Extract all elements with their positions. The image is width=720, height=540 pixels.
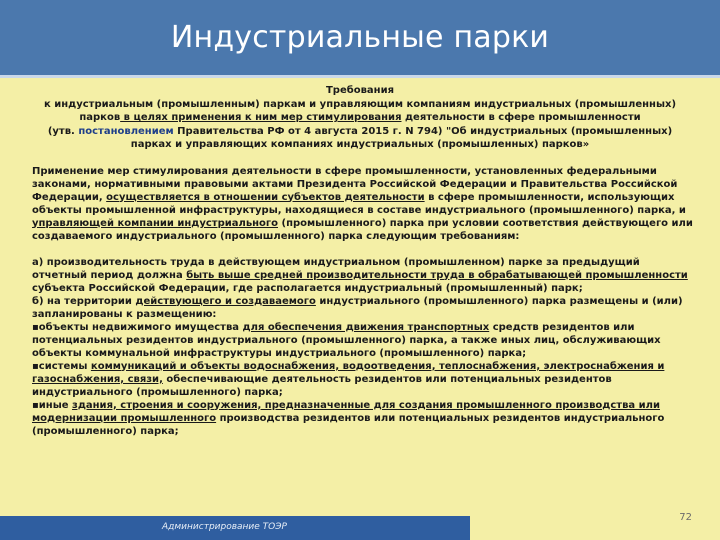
criterion-utilities-underlined: коммуникаций и объекты водоснабжения, водоотведения, теплоснабжения, электроснабжения и газоснабжения, связи, — [32, 360, 665, 385]
requirements-line-4: парках и управляющих компаниях индустриальных (промышленных) парков» — [130, 139, 590, 150]
criterion-transport-text: объекты недвижимого имущества — [38, 321, 243, 333]
slide-title: Индустриальные парки — [170, 20, 550, 55]
slide-content — [14, 82, 706, 502]
requirements-heading-block — [14, 84, 706, 152]
intro-text-2: в сфере промышленности, использующих объекты промышленной инфраструктуры, находящиеся в составе индустриального (промышленного) парка, и — [32, 191, 686, 216]
requirements-line-2 — [14, 111, 706, 125]
criterion-a-tail: субъекта Российской Федерации, где располагается индустриальный (промышленный) парк; — [32, 282, 583, 294]
requirements-line-3-tail: Правительства РФ от 4 августа 2015 г. N 794) "Об индустриальных (промышленных) — [173, 125, 673, 137]
decree-link[interactable]: постановлением — [78, 125, 174, 137]
criterion-transport-underlined: для обеспечения движения транспортных — [242, 321, 490, 333]
footer-text: Администрирование ТОЭР — [162, 522, 287, 532]
intro-underlined-1: осуществляется в отношении субъектов деятельности — [106, 191, 425, 203]
criterion-a-underlined: быть выше средней производительности труда в обрабатывающей промышленности — [186, 269, 688, 281]
requirements-line-3-text: (утв. — [47, 125, 79, 137]
criterion-b-tail: индустриального (промышленного) парка размещены и (или) запланированы к размещению: — [32, 295, 683, 320]
criterion-buildings-tail: производства резидентов или потенциальных резидентов индустриального (промышленного) парка; — [32, 412, 665, 437]
bullet-icon: ▪ — [32, 321, 39, 333]
footer-bar — [0, 516, 470, 540]
criterion-utilities-tail: обеспечивающие деятельность резидентов или потенциальных резидентов индустриального (промышленного) парка; — [32, 373, 612, 398]
page-number: 72 — [679, 512, 692, 523]
criterion-utilities-text: системы — [38, 360, 91, 372]
bullet-icon: ▪ — [32, 360, 39, 372]
requirements-title: Требования — [325, 85, 395, 96]
requirements-line-2-text: парков — [79, 112, 121, 123]
requirements-line-2-tail: деятельности в сфере промышленности — [401, 112, 641, 123]
intro-text-3: (промышленного) парка при условии соответствия действующего или создаваемого индустриального (промышленного) парка следующим требованиям: — [32, 217, 693, 242]
criterion-buildings-text: иные — [38, 399, 73, 411]
criterion-a-text: а) производительность труда в действующем индустриальном (промышленном) парке за предыдущий отчетный период должна — [32, 256, 640, 281]
criterion-buildings-underlined: здания, строения и сооружения, предназначенные для создания промышленного производства или модернизации промышленного — [32, 399, 660, 424]
intro-underlined-2: управляющей компании индустриального — [32, 217, 279, 229]
requirements-stimulus-underlined: в целях применения к ним мер стимулирования — [120, 112, 402, 123]
slide-header — [0, 0, 720, 78]
criteria-paragraph — [32, 256, 696, 438]
criterion-b-underlined: действующего и создаваемого — [135, 295, 316, 307]
requirements-line-1: к индустриальным (промышленным) паркам и управляющим компаниям индустриальных (промышленных) — [43, 98, 677, 110]
intro-text-1: Применение мер стимулирования деятельности в сфере промышленности, установленных федеральными законами, нормативными правовыми актами Президента Российской Федерации и Правительства Российской Федерации, — [32, 165, 678, 203]
criterion-b-text: б) на территории — [32, 295, 136, 307]
intro-paragraph — [32, 165, 696, 243]
criterion-transport-tail: средств резидентов или потенциальных резидентов индустриального (промышленного) парка, а также иных лиц, обслуживающих объекты коммунальной инфраструктуры индустриального (промышленного) парка; — [32, 321, 661, 359]
bullet-icon: ▪ — [32, 399, 39, 411]
requirements-line-3 — [14, 125, 706, 139]
